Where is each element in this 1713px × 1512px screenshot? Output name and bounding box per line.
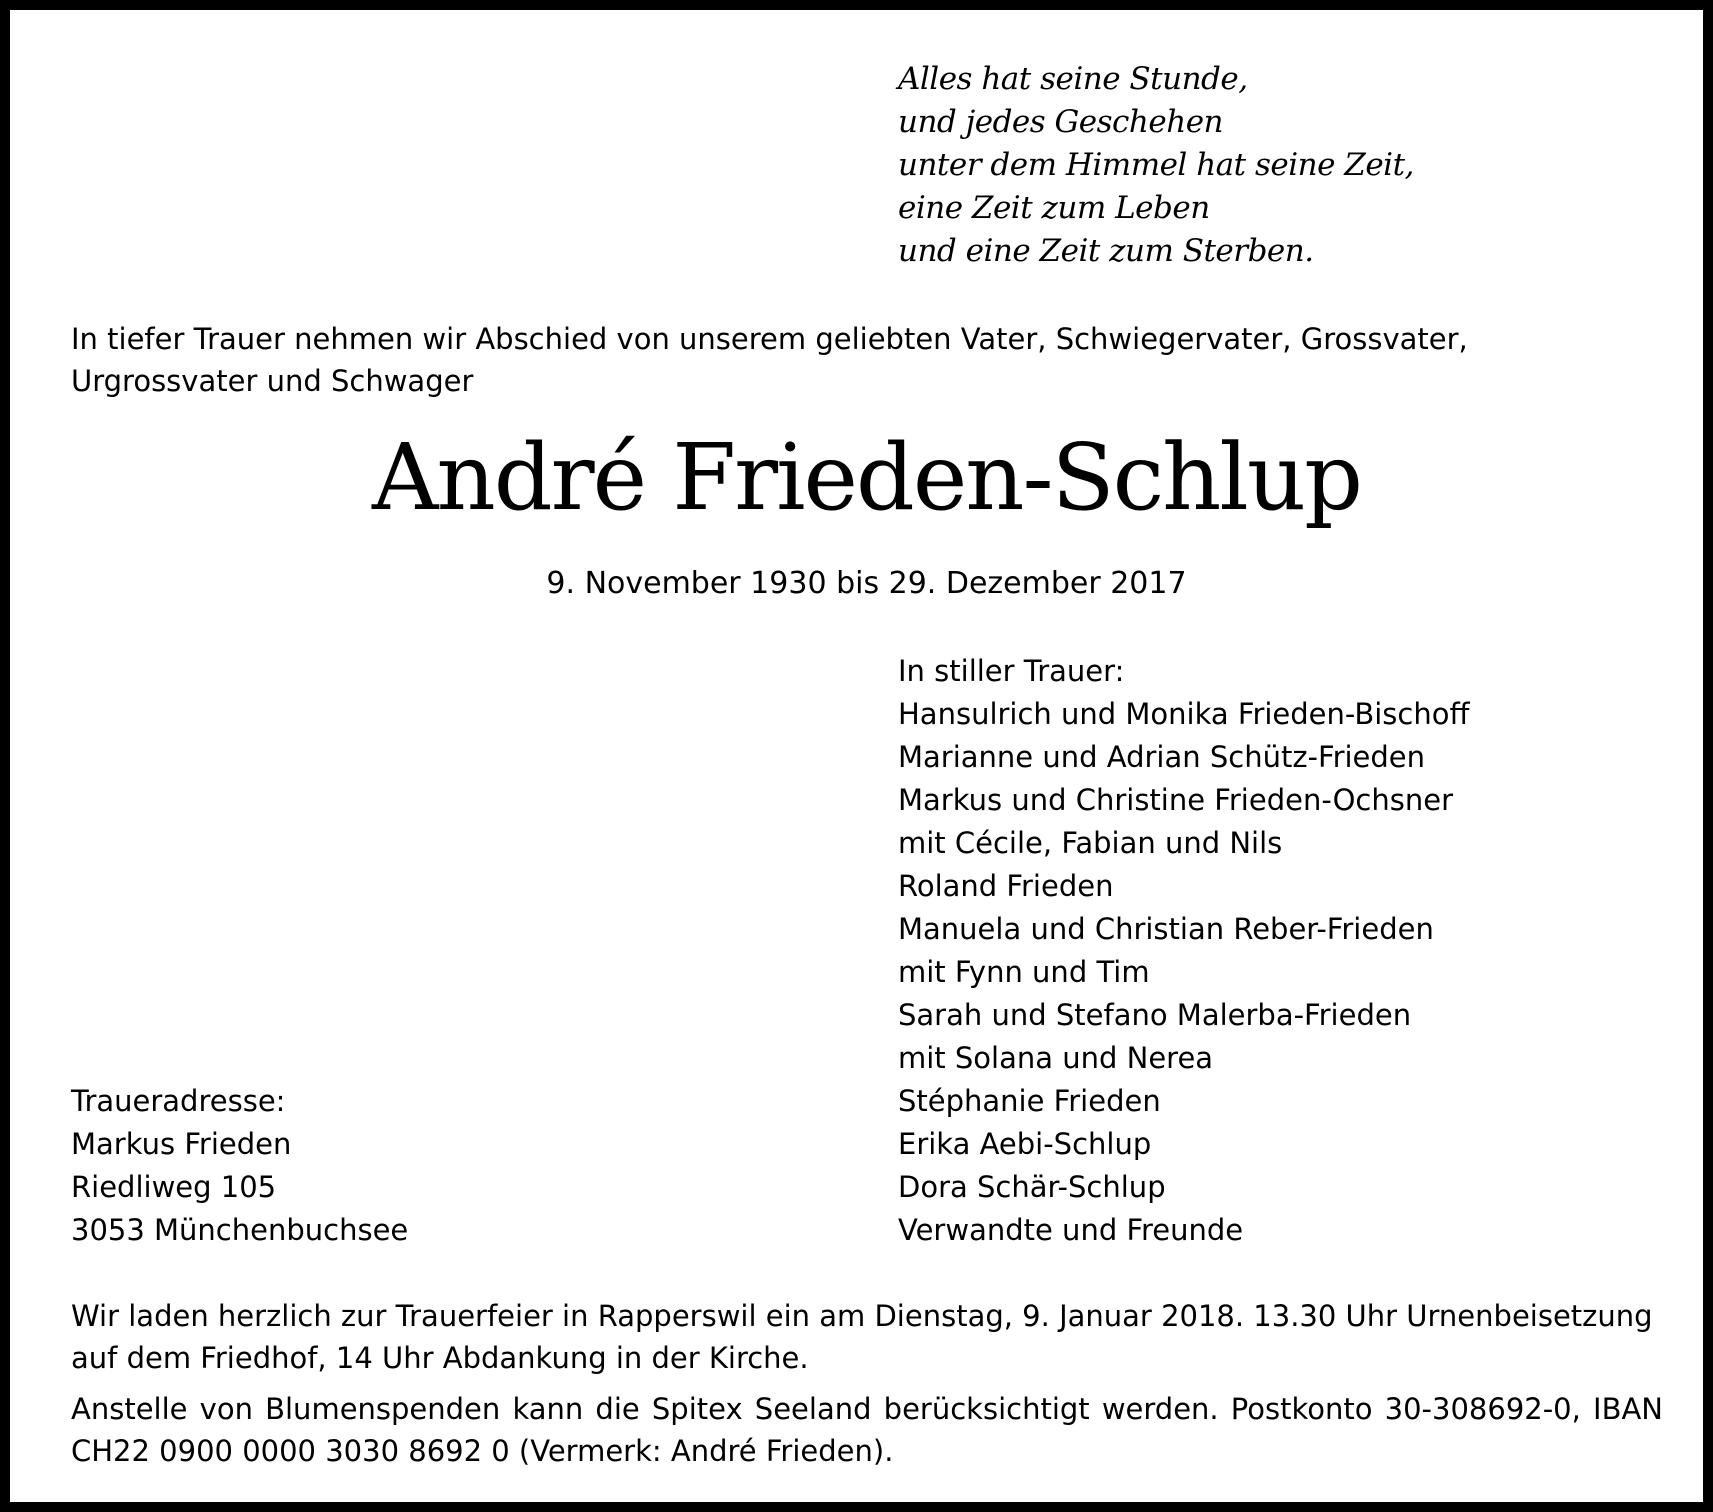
- mourner-line: mit Fynn und Tim: [898, 955, 1150, 989]
- mourning-address: [71, 1080, 408, 1252]
- address-label: Traueradresse:: [71, 1084, 286, 1118]
- verse-quote: [898, 58, 1414, 273]
- mourners-list: [898, 650, 1469, 1252]
- address-name: Markus Frieden: [71, 1127, 292, 1161]
- mourner-line: mit Cécile, Fabian und Nils: [898, 826, 1283, 860]
- donation-text: Anstelle von Blumenspenden kann die Spitex Seeland berücksichtigt werden. Postkonto 30-308692-0, IBAN CH22 0900 0000 3030 8692 0 (Vermerk: André Frieden).: [71, 1392, 1663, 1468]
- verse-line: eine Zeit zum Leben: [898, 190, 1210, 226]
- intro-text: In tiefer Trauer nehmen wir Abschied von unserem geliebten Vater, Schwiegervater, Grossvater, Urgrossvater und Schwager: [71, 322, 1468, 398]
- address-city: 3053 Münchenbuchsee: [71, 1213, 409, 1247]
- mourner-line: Marianne und Adrian Schütz-Frieden: [898, 740, 1426, 774]
- mourner-line: Hansulrich und Monika Frieden-Bischoff: [898, 697, 1470, 731]
- mourner-line: Roland Frieden: [898, 869, 1114, 903]
- mourner-line: Verwandte und Freunde: [898, 1213, 1244, 1247]
- life-dates: 9. November 1930 bis 29. Dezember 2017: [546, 566, 1187, 601]
- verse-line: Alles hat seine Stunde,: [898, 61, 1248, 97]
- ceremony-text: Wir laden herzlich zur Trauerfeier in Rapperswil ein am Dienstag, 9. Januar 2018. 13.30 Uhr Urnenbeisetzung auf dem Friedhof, 14 Uhr Abdankung in der Kirche.: [71, 1299, 1653, 1375]
- address-street: Riedliweg 105: [71, 1170, 277, 1204]
- mourners-heading: In stiller Trauer:: [898, 654, 1125, 688]
- mourner-line: Markus und Christine Frieden-Ochsner: [898, 783, 1453, 817]
- mourner-line: Dora Schär-Schlup: [898, 1170, 1166, 1204]
- mourner-line: mit Solana und Nerea: [898, 1041, 1214, 1075]
- verse-line: und jedes Geschehen: [898, 104, 1224, 140]
- mourner-line: Manuela und Christian Reber-Frieden: [898, 912, 1434, 946]
- mourner-line: Stéphanie Frieden: [898, 1084, 1161, 1118]
- deceased-name: André Frieden-Schlup: [372, 424, 1361, 531]
- mourner-line: Erika Aebi-Schlup: [898, 1127, 1152, 1161]
- verse-line: unter dem Himmel hat seine Zeit,: [898, 147, 1414, 183]
- verse-line: und eine Zeit zum Sterben.: [898, 233, 1314, 269]
- mourner-line: Sarah und Stefano Malerba-Frieden: [898, 998, 1412, 1032]
